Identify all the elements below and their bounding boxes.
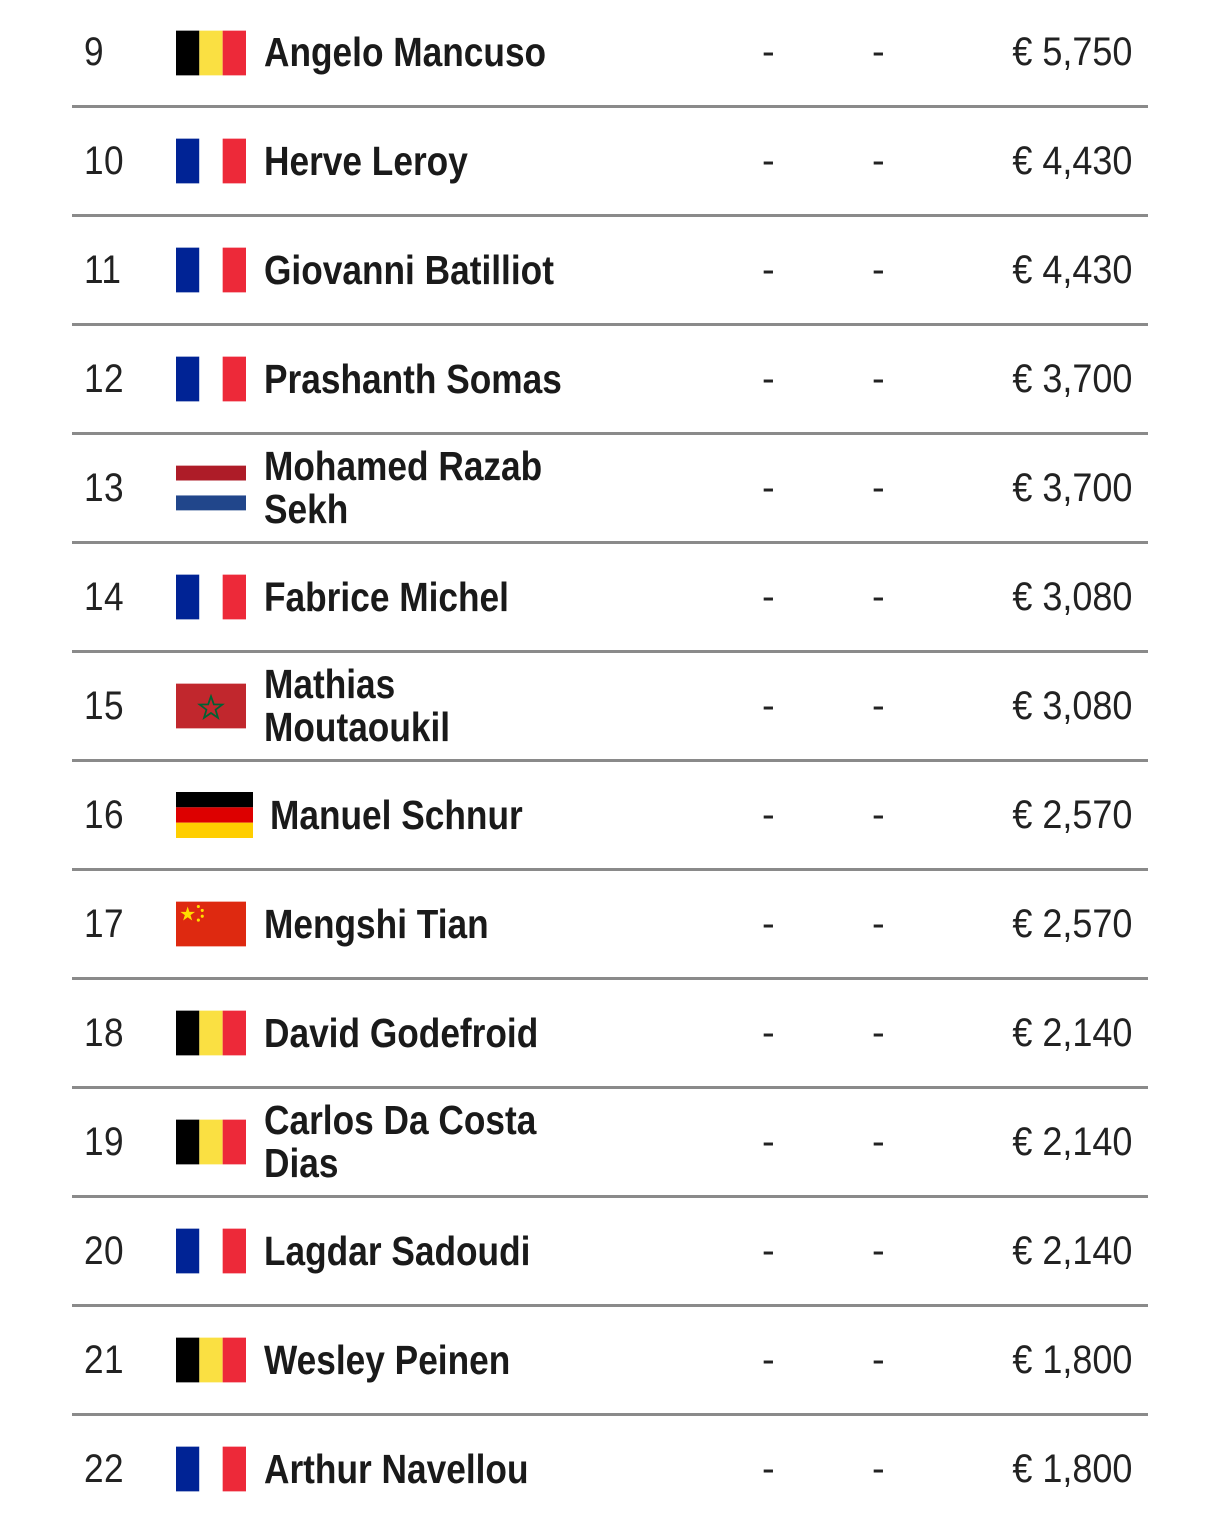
stat-cell: - <box>872 1447 885 1490</box>
player-name[interactable]: Mohamed Razab Sekh <box>264 443 543 532</box>
stat-cell: - <box>872 31 885 73</box>
prize-cell: € 2,570 <box>1011 792 1132 837</box>
stat-cell: - <box>762 1120 775 1163</box>
prize-cell: € 4,430 <box>1011 247 1132 292</box>
table-row[interactable] <box>72 871 1148 980</box>
table-row[interactable] <box>72 0 1148 108</box>
prize-cell: € 3,080 <box>1011 683 1132 728</box>
france-flag-icon <box>176 1446 246 1492</box>
stat-cell: - <box>872 1338 885 1381</box>
stat-cell: - <box>872 575 885 618</box>
stat-cell: - <box>762 902 775 945</box>
rank-cell: 14 <box>84 574 125 619</box>
stat-cell: - <box>762 248 775 291</box>
player-name[interactable]: Mathias Moutaoukil <box>264 661 451 750</box>
prize-cell: € 1,800 <box>1011 1337 1132 1382</box>
prize-cell: € 3,080 <box>1011 574 1132 619</box>
prize-cell: € 2,140 <box>1011 1010 1132 1055</box>
netherlands-flag-icon <box>176 465 246 511</box>
player-name[interactable]: Angelo Mancuso <box>264 29 547 75</box>
table-row[interactable] <box>72 1307 1148 1416</box>
stat-cell: - <box>762 139 775 182</box>
rank-cell: 9 <box>84 30 105 74</box>
table-row[interactable] <box>72 326 1148 435</box>
table-row[interactable] <box>72 1089 1148 1198</box>
prize-cell: € 3,700 <box>1011 356 1132 401</box>
prize-cell: € 3,700 <box>1011 465 1132 510</box>
rank-cell: 15 <box>84 683 125 728</box>
stat-cell: - <box>872 248 885 291</box>
results-table <box>72 0 1148 1522</box>
rank-cell: 10 <box>84 138 125 183</box>
france-flag-icon <box>176 356 246 402</box>
germany-flag-icon <box>176 792 253 838</box>
player-name[interactable]: Lagdar Sadoudi <box>264 1227 531 1274</box>
table-row[interactable] <box>72 435 1148 544</box>
player-name[interactable]: Arthur Navellou <box>264 1445 529 1492</box>
stat-cell: - <box>872 1120 885 1163</box>
stat-cell: - <box>762 1338 775 1381</box>
stat-cell: - <box>872 684 885 727</box>
player-name[interactable]: Mengshi Tian <box>264 900 489 947</box>
belgium-flag-icon <box>176 30 246 76</box>
prize-cell: € 5,750 <box>1011 30 1132 74</box>
stat-cell: - <box>762 793 775 836</box>
rank-cell: 19 <box>84 1119 125 1164</box>
belgium-flag-icon <box>176 1010 246 1056</box>
player-name[interactable]: Carlos Da Costa Dias <box>264 1097 537 1186</box>
stat-cell: - <box>872 466 885 509</box>
player-name[interactable]: Prashanth Somas <box>264 355 562 402</box>
stat-cell: - <box>762 684 775 727</box>
stat-cell: - <box>762 1447 775 1490</box>
belgium-flag-icon <box>176 1337 246 1383</box>
rank-cell: 17 <box>84 901 125 946</box>
table-row[interactable] <box>72 1198 1148 1307</box>
player-name[interactable]: David Godefroid <box>264 1009 539 1056</box>
rank-cell: 11 <box>84 247 122 292</box>
table-row[interactable] <box>72 653 1148 762</box>
table-row[interactable] <box>72 108 1148 217</box>
rank-cell: 21 <box>84 1337 125 1382</box>
stat-cell: - <box>872 1229 885 1272</box>
table-row[interactable] <box>72 1416 1148 1522</box>
stat-cell: - <box>872 902 885 945</box>
player-name[interactable]: Wesley Peinen <box>264 1336 511 1383</box>
belgium-flag-icon <box>176 1119 246 1165</box>
stat-cell: - <box>762 1229 775 1272</box>
stat-cell: - <box>762 466 775 509</box>
rank-cell: 16 <box>84 792 125 837</box>
rank-cell: 13 <box>84 465 125 510</box>
rank-cell: 20 <box>84 1228 125 1273</box>
prize-cell: € 1,800 <box>1011 1446 1132 1491</box>
player-name[interactable]: Manuel Schnur <box>270 791 523 838</box>
rank-cell: 22 <box>84 1446 125 1491</box>
france-flag-icon <box>176 138 246 184</box>
france-flag-icon <box>176 247 246 293</box>
rank-cell: 12 <box>84 356 125 401</box>
prize-cell: € 2,140 <box>1011 1228 1132 1273</box>
player-name[interactable]: Herve Leroy <box>264 137 468 184</box>
table-row[interactable] <box>72 762 1148 871</box>
france-flag-icon <box>176 574 246 620</box>
table-row[interactable] <box>72 980 1148 1089</box>
stat-cell: - <box>762 357 775 400</box>
rank-cell: 18 <box>84 1010 125 1055</box>
stat-cell: - <box>872 1011 885 1054</box>
prize-cell: € 2,140 <box>1011 1119 1132 1164</box>
table-row[interactable] <box>72 217 1148 326</box>
china-flag-icon <box>176 901 246 947</box>
stat-cell: - <box>872 139 885 182</box>
player-name[interactable]: Fabrice Michel <box>264 573 509 620</box>
prize-cell: € 4,430 <box>1011 138 1132 183</box>
france-flag-icon <box>176 1228 246 1274</box>
morocco-flag-icon <box>176 683 246 729</box>
stat-cell: - <box>762 575 775 618</box>
prize-cell: € 2,570 <box>1011 901 1132 946</box>
player-name[interactable]: Giovanni Batilliot <box>264 246 554 293</box>
stat-cell: - <box>872 793 885 836</box>
table-row[interactable] <box>72 544 1148 653</box>
stat-cell: - <box>762 31 775 73</box>
stat-cell: - <box>872 357 885 400</box>
stat-cell: - <box>762 1011 775 1054</box>
